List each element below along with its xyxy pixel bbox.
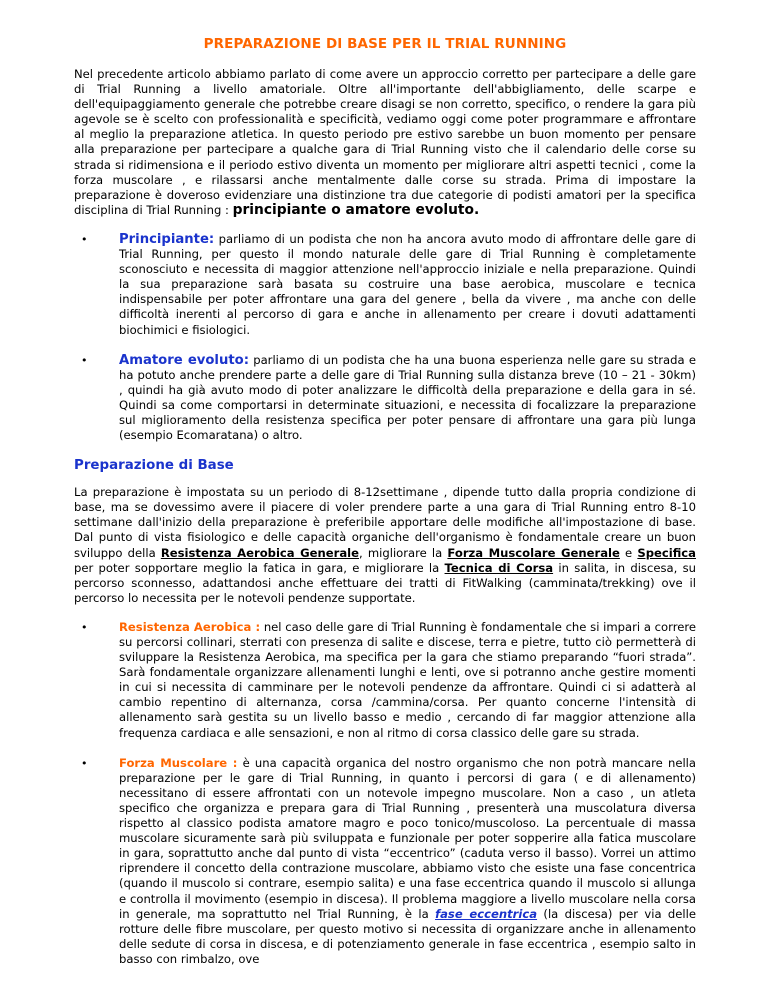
category-list: [74, 232, 696, 443]
text-run: La preparazione è impostata su un periodo di 8-12settimane , dipende tutto dalla propria condizione di base, ma se dovessimo avere il piacere di voler prendere parte a una gara di Trial Running entro 8-10 settimane dall'inizio della preparazione è preferibile apportare delle modifiche all'impostazione di base. Dal punto di vista fisiologico e delle capacità organiche dell'organismo è fondamentale creare un buon sviluppo della: [74, 485, 696, 560]
category-text: parliamo di un podista che non ha ancora avuto modo di affrontare delle gare di Trial Running, per questo il mondo naturale delle gare di Trial Running è completamente sconosciuto e necessita di maggior attenzione nell'approccio iniziale e nella preparazione. Quindi la sua preparazione sarà basata su costruire una base aerobica, muscolare e tecnica indispensabile per poter affrontare una gara del genere , bella da vivere , ma anche con delle difficoltà inerenti al percorso di gara e anche in allenamento per creare i dovuti adattamenti biochimici e fisiologici.: [119, 231, 696, 337]
bullet-icon: •: [81, 756, 88, 770]
category-term: Principiante:: [119, 231, 215, 247]
text-run: e: [619, 545, 638, 560]
section-heading: Preparazione di Base: [74, 458, 234, 474]
list-item: [74, 232, 696, 338]
fase-eccentrica-link[interactable]: fase eccentrica: [435, 906, 538, 921]
intro-paragraph: [74, 67, 696, 218]
base-paragraph: [74, 485, 696, 606]
list-item: [74, 620, 696, 741]
point-text-continued: (la discesa) per via delle rotture delle fibre muscolare, per questo motivo si necessita di organizzare anche in allenamento delle sedute di corsa in discesa, e di potenziamento generale in fase eccentrica , esempio salto in basso con rimbalzo, ove: [119, 906, 696, 966]
intro-text: Nel precedente articolo abbiamo parlato di come avere un approccio corretto per partecipare a delle gare di Trial Running a livello amatoriale. Oltre all'importante dell'abbigliamento, delle scarpe e dell'equipaggiamento generale che potrebbe creare disagi se non corretto, specifico, o rendere la gara più agevole se è scelto con professionalità e specificità, vediamo oggi come poter programmare e affrontare al meglio la preparazione atletica. In questo periodo pre estivo sarebbe un buon momento per pensare alla preparazione per partecipare a qualche gara di Trial Running visto che il calendario delle corse su strada si ridimensiona e il periodo estivo diventa un momento per migliorare altri aspetti tecnici , come la forza muscolare , e rilassarsi anche mentalmente dalle corse su strada. Prima di impostare la preparazione è doveroso evidenziare una distinzione tra due categorie di podisti amatori per la specifica disciplina di Trial Running :: [74, 67, 696, 217]
bullet-icon: •: [81, 232, 88, 246]
list-item: [74, 756, 696, 967]
point-term: Resistenza Aerobica :: [119, 619, 261, 634]
text-run: in salita, in discesa, su percorso sconnesso, adattandosi anche effettuare dei tratti di FitWalking (camminata/trekking) ove il percorso lo necessita per le notevoli pendenze supportate.: [74, 560, 696, 605]
bullet-icon: •: [81, 620, 88, 634]
key-term: Resistenza Aerobica Generale: [160, 545, 360, 560]
text-run: per poter sopportare meglio la fatica in gara, e migliorare la: [74, 560, 445, 575]
document-page: [74, 36, 696, 982]
point-term: Forza Muscolare :: [119, 755, 238, 770]
category-term: Amatore evoluto:: [119, 352, 249, 368]
intro-emphasis: principiante o amatore evoluto.: [232, 201, 480, 218]
key-term: Forza Muscolare Generale: [447, 545, 620, 560]
text-run: , migliorare la: [359, 545, 448, 560]
point-text: è una capacità organica del nostro organismo che non potrà mancare nella preparazione per le gare di Trial Running, in quanto i percorsi di gara ( e di allenamento) necessitano di essere affrontati con un notevole impegno muscolare. Non a caso , un atleta specifico che organizza e prepara gara di Trial Running , presenterà una muscolatura diversa rispetto al classico podista amatore magro e poco tonico/muscoloso. La percentuale di massa muscolare sicuramente sarà più sviluppata e funzionale per poter sopperire alla fatica muscolare in gara, soprattutto anche dal punto di vista “eccentrico” (caduta verso il basso). Vorrei un attimo riprendere il concetto della contrazione muscolare, abbiamo visto che esiste una fase concentrica (quando il muscolo si contrare, esempio salita) e una fase eccentrica quando il muscolo si allunga e controlla il movimento (esempio in discesa). Il problema maggiore a livello muscolare nella corsa in generale, ma soprattutto nel Trial Running, è la: [119, 755, 697, 921]
point-text: nel caso delle gare di Trial Running è fondamentale che si impari a correre su percorsi collinari, sterrati con presenza di salite e discese, terra e pietre, tutto ciò permetterà di sviluppare la Resistenza Aerobica, ma specifica per la gara che stiamo preparando “fuori strada”. Sarà fondamentale organizzare allenamenti lunghi e lenti, ove si potranno anche gestire momenti in cui si necessita di camminare per le notevoli pendenze da affrontare. Quindi ci si adatterà al cambio repentino di alternanza, corsa /cammina/corsa. Per quanto concerne l'intensità di allenamento sarà gestita su un livello basso e medio , cercando di far maggior attenzione alla frequenza cardiaca e alle sensazioni, e non al ritmo di corsa classico delle gare su strada.: [119, 619, 696, 740]
category-text: parliamo di un podista che ha una buona esperienza nelle gare su strada e ha potuto anche prendere parte a delle gare di Trial Running sulla distanza breve (10 – 21 - 30km) , quindi ha già avuto modo di poter analizzare le difficoltà della preparazione e della gara in sé. Quindi sa come comportarsi in determinate situazioni, e necessita di focalizzare la preparazione sul miglioramento della resistenza specifica per poter pensare di affrontare una gara più lunga (esempio Ecomaratana) o altro.: [119, 352, 696, 443]
list-item: [74, 353, 696, 444]
key-term: Tecnica di Corsa: [444, 560, 554, 575]
points-list: [74, 620, 696, 967]
bullet-icon: •: [81, 353, 88, 367]
page-title: PREPARAZIONE DI BASE PER IL TRIAL RUNNING: [203, 36, 567, 52]
key-term: Specifica: [637, 545, 696, 560]
